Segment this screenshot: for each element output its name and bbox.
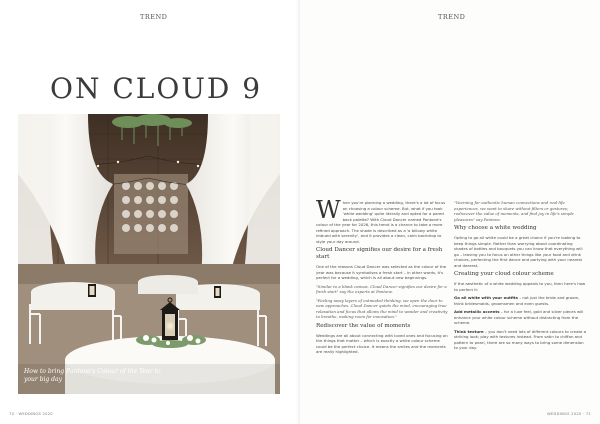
page-number-left: 70 · WEDDINGS 2020 <box>9 412 53 416</box>
tip-metallic-text: – for a luxe feel, gold and silver pieces will enhance your white colour scheme without distracting from the scheme. <box>454 309 584 325</box>
article-title: ON CLOUD 9 <box>50 71 263 105</box>
paragraph-colour-scheme: If the aesthetic of a white wedding appeals to you, then here's how to perfect it: <box>454 281 586 292</box>
paragraph-fresh-start: One of the reasons Cloud Dancer was selected as the colour of the year was because it symbolises a fresh start – in other words, it's perfect for a wedding, which is all about new beginnings. <box>316 264 447 280</box>
tip-outfits <box>454 295 586 306</box>
intro-text: hen you're planning a wedding, there's a lot of focus on choosing a colour scheme. But, what if you took 'white wedding' quite literally and opted for a pared back palette? With Cloud Dancer named Pantone's colour of the year for 2026, this trend is a chance to take a more refined approach. The shade is described as a 'a billowy white imbued with serenity', and it provides a clean, calm backdrop to style your day around. <box>316 200 446 244</box>
intro-paragraph <box>316 196 450 244</box>
paragraph-why-white: Opting to go all white could be a great choice if you're looking to keep things simple. Rather than worrying about coordinating shades of bottles and bouquets you can know that everything will go – leaving you to focus on other things like your food and drink choices, perfecting the first dance and partying with your nearest and dearest. <box>454 235 583 268</box>
tip-metallic <box>454 309 586 326</box>
tip-outfits-title: Go all white with your outfits <box>454 295 518 300</box>
tip-texture-text: – you don't need lots of different colours to create a striking look; play with textures instead. From satin to chiffon and pattern to pearl, there are so many ways to bring some dimension to your day. <box>454 328 587 350</box>
tip-texture <box>454 329 586 351</box>
subheading-why-white: Why choose a white wedding <box>454 225 537 231</box>
article-column-1 <box>316 196 450 358</box>
paragraph-moments: Weddings are all about connecting with loved ones and focusing on the things that matter – which is exactly a white colour scheme could be the perfect choice. It means the smiles and the moments are really highlighted. <box>316 332 448 354</box>
wedding-barn-photo <box>18 114 280 394</box>
right-page <box>300 0 600 424</box>
pull-quote-outmoded-thinking: "Feeling away layers of outmoded thinking, we open the door to new approaches. Cloud Dancer quiets the mind, encouraging true relaxation and focus that allows the mind to wander and creativity to breathe, making room for innovation." <box>316 297 448 319</box>
pull-quote-connections: "Yearning for authentic human connections and real-life experiences, we want to share without filters or gestures; rediscover the value of moments, and find joy in life's simple pleasures" say Pantone. <box>454 200 574 222</box>
pull-quote-blank-canvas: "Similar to a blank canvas, Cloud Dancer signifies our desire for a fresh start" say the experts at Pantone. <box>316 283 447 294</box>
subheading-moments: Rediscover the value of moments <box>316 322 411 329</box>
photo-caption: How to bring Pantone's Colour of the Year to your big day <box>24 368 161 383</box>
wedding-barn-illustration <box>18 114 280 394</box>
tip-metallic-title: Add metallic accents <box>454 309 500 314</box>
tip-outfits-text: – not just the bride and groom, think bridesmaids, groomsmen and even guests. <box>454 295 580 306</box>
section-label-left: TREND <box>140 13 168 21</box>
subheading-fresh-start: Cloud Dancer signifies our desire for a fresh start <box>316 247 443 260</box>
section-label-right: TREND <box>438 13 466 21</box>
article-column-2 <box>454 200 586 354</box>
tip-texture-title: Think texture <box>454 328 484 334</box>
drop-cap: W <box>316 196 341 224</box>
page-number-right: WEDDINGS 2020 · 71 <box>547 412 591 416</box>
subheading-colour-scheme: Creating your cloud colour scheme <box>454 271 554 277</box>
